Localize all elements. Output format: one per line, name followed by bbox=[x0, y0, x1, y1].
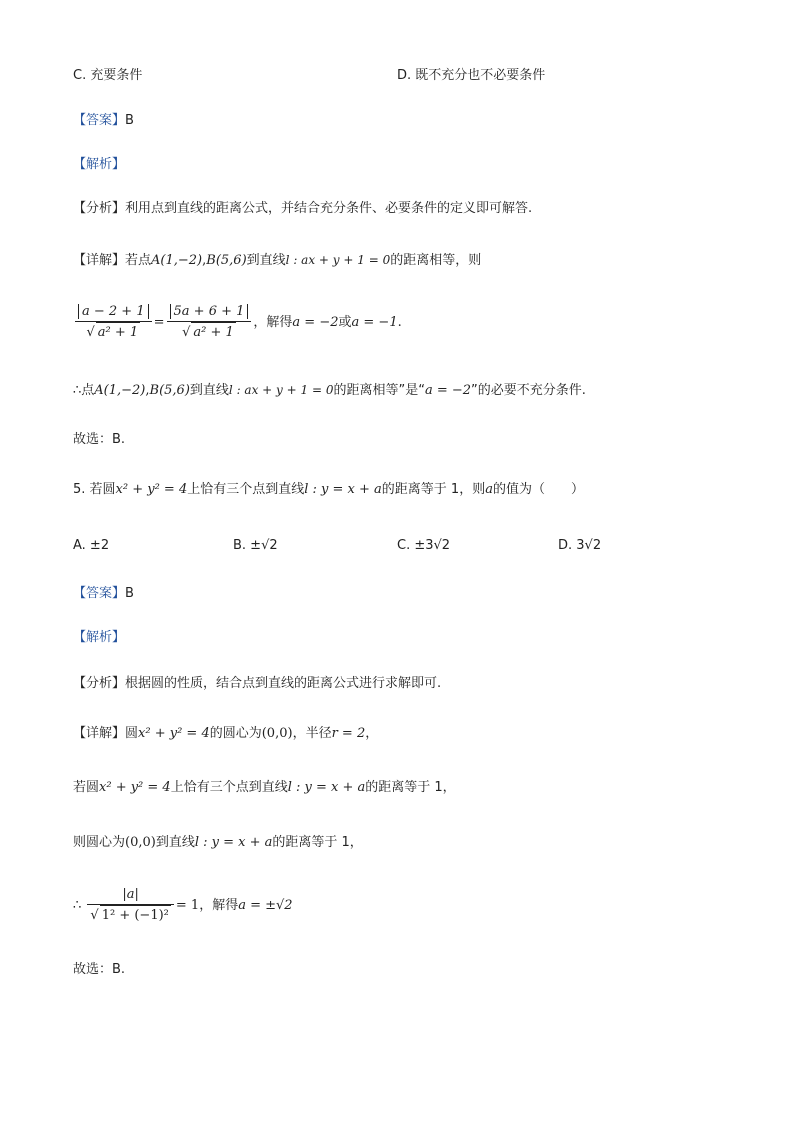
text: ，半径 bbox=[292, 726, 332, 741]
line-equation: l : y = x + a bbox=[304, 482, 382, 497]
condition: a = −2 bbox=[424, 383, 472, 398]
numerator: 5a + 6 + 1 bbox=[170, 304, 249, 319]
circle-equation: x² + y² = 4 bbox=[115, 482, 188, 497]
text: ，解得 bbox=[199, 898, 239, 913]
text: 的距离等于 1， bbox=[272, 835, 363, 850]
fenxi-line-q4 bbox=[73, 199, 532, 219]
choice-line-q5: 故选：B. bbox=[73, 962, 126, 977]
equals-sign: = bbox=[153, 315, 165, 330]
text: 的值为（ ） bbox=[492, 482, 584, 497]
answer-line-q4 bbox=[73, 111, 134, 131]
text: 的距离等于 1，则 bbox=[381, 482, 486, 497]
fenxi-tag: 【分析】 bbox=[73, 201, 126, 216]
text: 则圆心为 bbox=[73, 835, 126, 850]
distance-fraction: $\frac{|a|}{\text{√ 1² + (−1)²}}$ bbox=[87, 886, 173, 926]
fraction-equation-q5 bbox=[73, 883, 293, 929]
point-b: B(5,6) bbox=[206, 253, 247, 268]
text: 上恰有三个点到直线 bbox=[187, 482, 305, 497]
fraction-left: $\frac{a - 2 + 1}{\text{√ a² + 1}}$ bbox=[75, 303, 152, 343]
option-d: D. 3√2 bbox=[558, 538, 602, 553]
text: 若圆 bbox=[73, 780, 100, 795]
answer-line-q5 bbox=[73, 584, 134, 604]
fenxi-text: 利用点到直线的距离公式，并结合充分条件、必要条件的定义即可解答. bbox=[125, 201, 533, 216]
detail-line-2-q5 bbox=[73, 778, 456, 798]
text: 上恰有三个点到直线 bbox=[170, 780, 288, 795]
solution-1: a = −2 bbox=[292, 315, 339, 330]
text: 5. 若圆 bbox=[73, 482, 116, 497]
point-a: A(1,−2) bbox=[94, 383, 146, 398]
circle-center: (0,0) bbox=[125, 835, 156, 850]
solution-2: a = −1 bbox=[351, 315, 398, 330]
text: 的距离等于 1， bbox=[365, 780, 456, 795]
variable: a bbox=[485, 482, 493, 497]
denominator: 1² + (−1)² bbox=[100, 905, 171, 926]
answer-value: B bbox=[125, 586, 134, 601]
text: 圆 bbox=[125, 726, 139, 741]
circle-equation: x² + y² = 4 bbox=[99, 780, 171, 795]
comma: , bbox=[202, 253, 207, 268]
fraction-equation-q4 bbox=[73, 300, 402, 346]
text: 的圆心为 bbox=[209, 726, 262, 741]
text: ”的必要不充分条件. bbox=[471, 383, 586, 398]
option-d: D. 既不充分也不必要条件 bbox=[397, 68, 546, 83]
text: 或 bbox=[338, 315, 352, 330]
answer-tag: 【答案】 bbox=[73, 113, 126, 128]
line-equation: l : y = x + a bbox=[194, 835, 273, 850]
question-5-stem bbox=[73, 480, 584, 500]
point-b: B(5,6) bbox=[149, 383, 190, 398]
conclusion-line-q4 bbox=[73, 380, 586, 401]
text: 的距离相等”是“ bbox=[333, 383, 425, 398]
analysis-heading-q5: 【解析】 bbox=[73, 630, 126, 645]
period: . bbox=[397, 315, 402, 330]
answer-tag: 【答案】 bbox=[73, 586, 126, 601]
fraction-right: $\frac{5a + 6 + 1}{\text{√ a² + 1}}$ bbox=[167, 303, 252, 343]
option-b: B. ±√2 bbox=[233, 538, 278, 553]
comma: , bbox=[145, 383, 150, 398]
text: ，解得 bbox=[253, 315, 293, 330]
denominator: a² + 1 bbox=[191, 322, 235, 343]
denominator: a² + 1 bbox=[96, 322, 140, 343]
fenxi-line-q5 bbox=[73, 674, 441, 694]
text: ， bbox=[365, 726, 379, 741]
numerator: |a| bbox=[87, 886, 173, 905]
therefore-symbol: ∴ bbox=[73, 898, 82, 913]
fenxi-tag: 【分析】 bbox=[73, 676, 126, 691]
xiangjie-line-q4 bbox=[73, 250, 481, 271]
solution: a = ±√2 bbox=[238, 898, 293, 913]
radius: r = 2 bbox=[331, 726, 366, 741]
line-equation: l : ax + y + 1 = 0 bbox=[228, 383, 334, 397]
text: 到直线 bbox=[155, 835, 195, 850]
choice-line-q4: 故选：B. bbox=[73, 432, 126, 447]
text: 若点 bbox=[125, 253, 152, 268]
option-c: C. ±3√2 bbox=[397, 538, 451, 553]
text: 到直线 bbox=[189, 383, 229, 398]
analysis-heading-q4: 【解析】 bbox=[73, 157, 126, 172]
circle-equation: x² + y² = 4 bbox=[138, 726, 210, 741]
fenxi-text: 根据圆的性质，结合点到直线的距离公式进行求解即可. bbox=[125, 676, 442, 691]
text: 到直线 bbox=[246, 253, 286, 268]
circle-center: (0,0) bbox=[261, 726, 293, 741]
equals-one: = 1 bbox=[175, 898, 200, 913]
option-c: C. 充要条件 bbox=[73, 68, 143, 83]
line-equation: l : y = x + a bbox=[287, 780, 366, 795]
option-a: A. ±2 bbox=[73, 538, 110, 553]
xiangjie-tag: 【详解】 bbox=[73, 726, 126, 741]
answer-value: B bbox=[125, 113, 134, 128]
line-equation: l : ax + y + 1 = 0 bbox=[285, 253, 391, 267]
xiangjie-line-q5 bbox=[73, 724, 378, 744]
numerator: a − 2 + 1 bbox=[78, 304, 149, 319]
detail-line-3-q5 bbox=[73, 833, 363, 853]
text: 的距离相等，则 bbox=[390, 253, 482, 268]
xiangjie-tag: 【详解】 bbox=[73, 253, 126, 268]
point-a: A(1,−2) bbox=[151, 253, 203, 268]
text: ∴点 bbox=[73, 383, 95, 398]
